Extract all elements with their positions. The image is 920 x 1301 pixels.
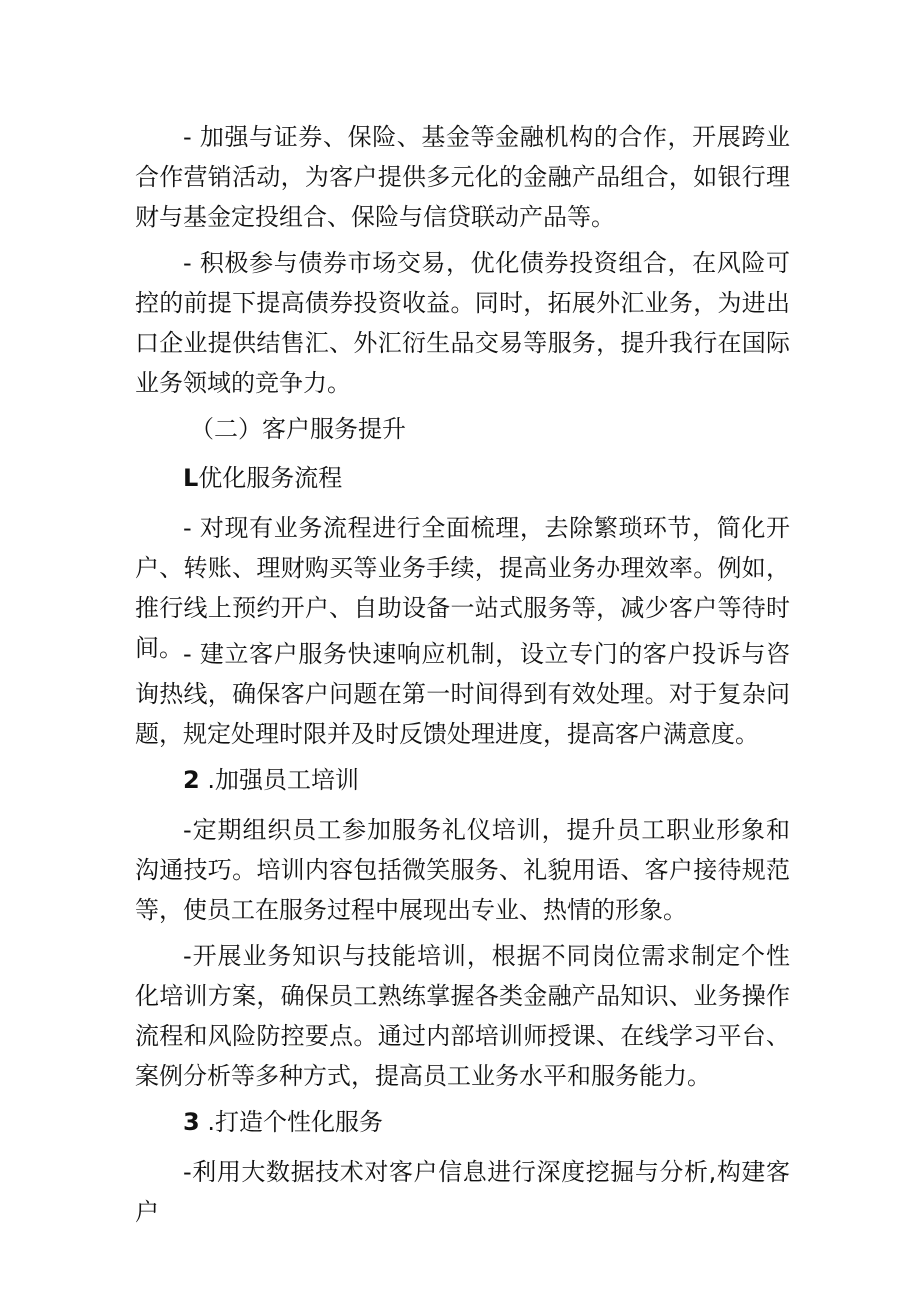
heading-text: .打造个性化服务: [199, 1108, 383, 1136]
paragraph-bond-and-forex: - 积极参与债券市场交易，优化债券投资组合，在风险可控的前提下提高债券投资收益。同时，拓展外汇业务，为进出口企业提供结售汇、外汇衍生品交易等服务，提升我行在国际业务领域的竞争力。: [135, 249, 790, 397]
heading-staff-training: [183, 760, 359, 800]
paragraph-skills-training: -开展业务知识与技能培训，根据不同岗位需求制定个性化培训方案，确保员工熟练掌握各类金融产品知识、业务操作流程和风险防控要点。通过内部培训师授课、在线学习平台、案例分析等多种方式，提高员工业务水平和服务能力。: [135, 942, 790, 1090]
paragraph-big-data: -利用大数据技术对客户信息进行深度挖掘与分析,构建客户: [135, 1158, 790, 1226]
heading-text: .加强员工培训: [199, 766, 359, 794]
heading-number: 2: [183, 766, 200, 794]
heading-number: 3: [183, 1108, 200, 1136]
heading-optimize-process: [183, 458, 342, 498]
paragraph-response-mechanism: - 建立客户服务快速响应机制，设立专门的客户投诉与咨询热线，确保客户问题在第一时间得到有效处理。对于复杂问题，规定处理时限并及时反馈处理进度，提高客户满意度。: [135, 640, 790, 748]
section-heading-customer-service: （二）客户服务提升: [190, 415, 406, 443]
paragraph-etiquette-training: -定期组织员工参加服务礼仪培训，提升员工职业形象和沟通技巧。培训内容包括微笑服务、礼貌用语、客户接待规范等，使员工在服务过程中展现出专业、热情的形象。: [135, 816, 790, 924]
heading-text: 优化服务流程: [198, 464, 343, 492]
paragraph-process-streamlining: - 对现有业务流程进行全面梳理，去除繁琐环节，简化开户、转账、理财购买等业务手续，提高业务办理效率。例如，推行线上预约开户、自助设备一站式服务等，减少客户等待时间。: [135, 514, 790, 662]
heading-number: L: [183, 464, 199, 492]
paragraph-cross-industry-cooperation: - 加强与证券、保险、基金等金融机构的合作，开展跨业合作营销活动，为客户提供多元化的金融产品组合，如银行理财与基金定投组合、保险与信贷联动产品等。: [135, 123, 790, 231]
heading-personalized-service: [183, 1102, 383, 1142]
